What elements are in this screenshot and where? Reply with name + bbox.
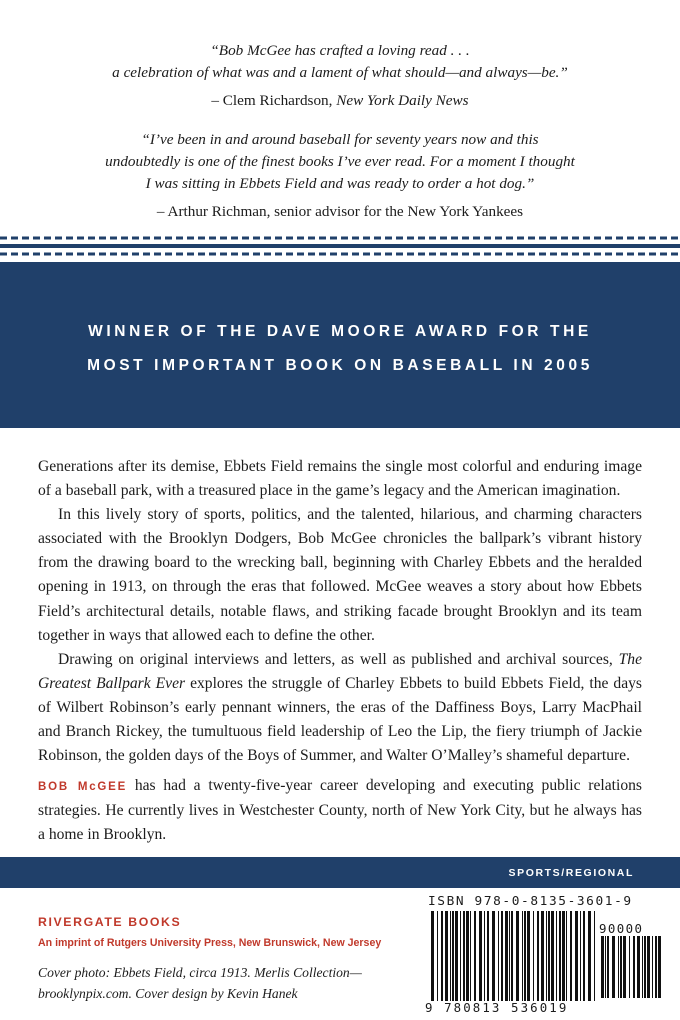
barcode-bar: [575, 911, 578, 1001]
barcode-bar: [437, 911, 438, 1001]
barcode-bar: [501, 911, 503, 1001]
barcode-bar: [594, 911, 595, 1001]
credits-line: Cover photo: Ebbets Field, circa 1913. Merlis Collection—: [38, 965, 362, 980]
category-label: SPORTS/REGIONAL: [508, 867, 634, 879]
quote-attribution: [0, 90, 680, 112]
quote-line: “Bob McGee has crafted a loving read . . .: [210, 42, 470, 59]
barcode-bar: [618, 936, 619, 998]
barcode-bar: [484, 911, 485, 1001]
barcode-bar: [566, 911, 567, 1001]
barcode-bar: [455, 911, 458, 1001]
price-barcode-bars: [601, 936, 661, 998]
barcode-bar: [551, 911, 554, 1001]
barcode-bar: [498, 911, 499, 1001]
barcode-bar: [644, 936, 646, 998]
credits-line: brooklynpix.com. Cover design by Kevin Hanek: [38, 986, 298, 1001]
award-line-1: WINNER OF THE DAVE MOORE AWARD FOR THE: [88, 323, 592, 340]
barcode-bar: [548, 911, 550, 1001]
barcode-bar: [450, 911, 451, 1001]
price-code: 90000: [599, 921, 644, 936]
barcode-bar: [524, 911, 526, 1001]
barcode-bar: [537, 911, 539, 1001]
barcode-bar: [633, 936, 635, 998]
ean-digits: 9 780813 536019: [425, 1000, 569, 1015]
barcode-bar: [505, 911, 508, 1001]
barcode-bar: [570, 911, 572, 1001]
barcode-bar: [607, 936, 609, 998]
author-bio: [38, 774, 642, 847]
barcode-bar: [479, 911, 482, 1001]
isbn-text: ISBN 978-0-8135-3601-9: [428, 894, 633, 909]
barcode-bar: [629, 936, 630, 998]
barcode-bar: [583, 911, 585, 1001]
barcode-bar: [527, 911, 530, 1001]
barcode-bar: [492, 911, 495, 1001]
barcode-bar: [580, 911, 581, 1001]
barcode-bar: [620, 936, 622, 998]
barcode-bar: [546, 911, 547, 1001]
barcode-bar: [463, 911, 465, 1001]
quote-line: I was sitting in Ebbets Field and was ready to order a hot dog.”: [145, 175, 535, 192]
barcode-bar: [533, 911, 534, 1001]
attribution-source: New York Daily News: [336, 92, 469, 109]
barcode-bar: [612, 936, 615, 998]
publisher-imprint: An imprint of Rutgers University Press, New Brunswick, New Jersey: [38, 937, 382, 949]
barcode-bar: [562, 911, 565, 1001]
barcode-bars: [431, 911, 597, 1001]
attribution-name: – Clem Richardson,: [211, 92, 337, 109]
quote-attribution: – Arthur Richman, senior advisor for the New York Yankees: [156, 203, 524, 220]
barcode-bar: [647, 936, 650, 998]
category-bar: [0, 857, 680, 888]
description-paragraph: [38, 648, 642, 768]
barcode-bar: [516, 911, 519, 1001]
barcode-bar: [522, 911, 523, 1001]
quote-line: “I’ve been in and around baseball for seventy years now and this: [141, 131, 539, 148]
author-name: BOB McGEE: [38, 781, 128, 794]
barcode-panel: [423, 888, 680, 1020]
barcode-bar: [541, 911, 544, 1001]
publisher-name: RIVERGATE BOOKS: [38, 915, 182, 929]
quote-line: undoubtedly is one of the finest books I’ve ever read. For a moment I thought: [105, 153, 575, 170]
cover-credits: [38, 962, 408, 1004]
barcode-bar: [470, 911, 471, 1001]
book-title: The Greatest Ballpark Ever: [38, 650, 642, 692]
quote-block: [0, 129, 680, 223]
award-banner: [0, 262, 680, 428]
paragraph-text: explores the struggle of Charley Ebbets to build Ebbets Field, the days of Wilbert Robinson’s early pennant winners, the eras of the Daffiness Boys, Larry MacPhail and Branch Rickey, the tumultuous field leadership of Leo the Lip, the fiery triumph of Jackie Robinson, the golden days of the Boys of Summer, and Walter O’Malley’s shameful departure.: [38, 674, 642, 765]
barcode-bar: [509, 911, 510, 1001]
barcode-bar: [431, 911, 434, 1001]
barcode-bar: [474, 911, 476, 1001]
barcode-bar: [452, 911, 454, 1001]
barcode-bar: [623, 936, 626, 998]
barcode-bar: [441, 911, 443, 1001]
barcode-bar: [588, 911, 591, 1001]
award-line-2: MOST IMPORTANT BOOK ON BASEBALL IN 2005: [87, 357, 593, 374]
review-quotes: [0, 40, 680, 223]
barcode-bar: [655, 936, 657, 998]
barcode-bar: [652, 936, 653, 998]
barcode-bar: [460, 911, 461, 1001]
book-description: [38, 455, 642, 848]
barcode-bar: [601, 936, 604, 998]
barcode-bar: [559, 911, 561, 1001]
barcode-bar: [445, 911, 448, 1001]
barcode-bar: [637, 936, 640, 998]
author-bio-text: has had a twenty-five-year career developing and executing public relations strategies. He currently lives in Westchester County, north of New York City, but he always has a home in Brooklyn.: [38, 777, 642, 844]
barcode-bar: [642, 936, 643, 998]
barcode-bar: [511, 911, 513, 1001]
paragraph-text: Drawing on original interviews and letters, as well as published and archival sources,: [58, 650, 619, 668]
barcode-bar: [556, 911, 557, 1001]
barcode-bar: [487, 911, 489, 1001]
barcode-bar: [466, 911, 469, 1001]
stripe-border: [0, 233, 680, 263]
description-paragraph: In this lively story of sports, politics, and the talented, hilarious, and charming characters associated with the Brooklyn Dodgers, Bob McGee chronicles the ballpark’s vibrant history from the drawing board to the wrecking ball, beginning with Charley Ebbets and the heralded opening in 1913, on through the eras that followed. McGee weaves a story about how Ebbets Field’s architectural details, notable flaws, and striking facade brought Brooklyn and its team together in ways that allowed each to define the other.: [38, 506, 642, 644]
quote-line: a celebration of what was and a lament of what should—and always—be.”: [112, 64, 568, 81]
barcode-bar: [658, 936, 661, 998]
quote-block: [0, 40, 680, 112]
barcode-bar: [605, 936, 606, 998]
description-paragraph: Generations after its demise, Ebbets Field remains the single most colorful and enduring image of a baseball park, with a treasured place in the game’s legacy and the American imagination.: [38, 458, 642, 500]
